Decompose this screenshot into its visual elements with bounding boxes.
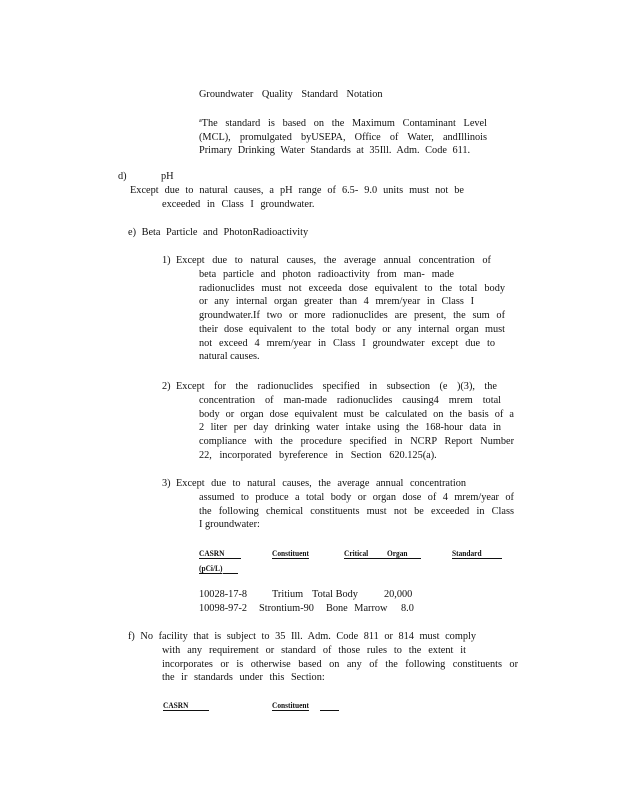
- col-header-standard: Standard: [452, 548, 482, 558]
- row-2-organ: Bone Marrow: [326, 603, 388, 614]
- item-1-line-1: Except due to natural causes, the average annual concentration of: [176, 255, 491, 266]
- item-3-line-4: I groundwater:: [199, 519, 260, 531]
- section-f-casrn-rule: [186, 710, 209, 711]
- section-f-col-casrn: CASRN: [163, 700, 189, 710]
- section-f-line-4: the ir standards under this Section:: [162, 672, 325, 684]
- item-3-line-3: the following chemical constituents must not be exceeded in Class: [199, 505, 514, 517]
- section-f-text: [162, 644, 518, 685]
- item-2-line-4: 2 liter per day drinking water intake using the 168-hour data in: [199, 422, 501, 434]
- row-2-standard: 8.0: [401, 603, 414, 614]
- notation-note-line-3: Primary Drinking Water Standards at 35Ill. Adm. Code 611.: [199, 145, 471, 157]
- section-f-line-1: f) No facility that is subject to 35 Ill. Adm. Code 811 or 814 must comply: [128, 631, 476, 642]
- item-1-text: [199, 268, 505, 364]
- notation-title: Groundwater Quality Standard Notation: [199, 89, 383, 100]
- col-header-casrn: CASRN: [199, 548, 225, 558]
- section-f-col-constituent: Constituent: [272, 700, 309, 710]
- row-1-standard: 20,000: [384, 589, 413, 600]
- notation-note-line-2: (MCL), promulgated byUSEPA, Office of Water, andIllinois: [199, 131, 487, 143]
- item-2-text: [199, 394, 514, 463]
- organ-rule: [403, 558, 421, 559]
- row-2-constituent: Strontium-90: [259, 603, 314, 614]
- item-1-line-6: their dose equivalent to the total body or any internal organ must: [199, 323, 505, 335]
- row-1-constituent: Tritium: [272, 589, 304, 600]
- section-f-first-line: [128, 630, 476, 644]
- item-1-line-3: radionuclides must not exceeda dose equivalent to the total body: [199, 282, 505, 294]
- row-1-casrn: 10028-17-8: [199, 589, 248, 600]
- section-e-heading: e) Beta Particle and PhotonRadioactivity: [128, 227, 309, 238]
- section-d-line-1: Except due to natural causes, a pH range of 6.5- 9.0 units must not be: [130, 185, 464, 196]
- section-f-line-3: incorporates or is otherwise based on any of the following constituents or: [162, 658, 518, 670]
- item-1-line-7: not exceed 4 mrem/year in Class I groundwater except due to: [199, 337, 495, 349]
- col-header-constituent: Constituent: [272, 548, 309, 558]
- casrn-rule: [223, 558, 241, 559]
- section-d-text: [130, 184, 464, 198]
- item-1-number: 1): [162, 255, 171, 266]
- unit-rule: [223, 573, 238, 574]
- section-f-constituent-rule: [320, 710, 339, 711]
- item-2-number: 2): [162, 381, 171, 392]
- item-2-line-2: concentration of man-made radionuclides causing4 mrem total: [199, 395, 501, 406]
- item-3-line-1: Except due to natural causes, the average annual concentration: [176, 478, 466, 489]
- item-3-first-line: [176, 477, 466, 491]
- col-header-critical: Critical: [344, 548, 369, 558]
- notation-note-line-1: $^a$The standard is based on the Maximum Contaminant Level: [199, 118, 487, 129]
- item-1-first-line: [176, 254, 491, 268]
- item-1-line-5: groundwater.If two or more radionuclides are present, the sum of: [199, 310, 505, 322]
- item-2-line-5: compliance with the procedure specified in NCRP Report Number: [199, 436, 514, 448]
- notation-note: [199, 115, 487, 158]
- standard-rule: [480, 558, 502, 559]
- item-3-number: 3): [162, 478, 171, 489]
- section-d-title: pH: [161, 171, 174, 182]
- item-2-line-3: body or organ dose equivalent must be calculated on the basis of a: [199, 408, 514, 420]
- item-3-line-2: assumed to produce a total body or organ dose of 4 mrem/year of: [199, 492, 514, 503]
- item-3-text: [199, 491, 514, 532]
- section-d-letter: d): [118, 171, 127, 182]
- col-header-unit: (pCi/L): [199, 563, 223, 573]
- item-2-first-line: [176, 380, 497, 394]
- footnote-mark: a: [199, 118, 202, 124]
- row-2-casrn: 10098-97-2: [199, 603, 248, 614]
- item-2-line-6: 22, incorporated byreference in Section 620.125(a).: [199, 449, 437, 461]
- section-d-line-2: exceeded in Class I groundwater.: [162, 199, 315, 210]
- item-1-line-4: or any internal organ greater than 4 mrem/year in Class I: [199, 296, 474, 308]
- item-1-line-2: beta particle and photon radioactivity from man- made: [199, 269, 454, 280]
- item-2-line-1: Except for the radionuclides specified in subsection (e )(3), the: [176, 381, 497, 392]
- section-f-line-2: with any requirement or standard of those rules to the extent it: [162, 645, 466, 656]
- row-1-organ: Total Body: [312, 589, 358, 600]
- item-1-line-8: natural causes.: [199, 351, 260, 363]
- critical-rule: [367, 558, 387, 559]
- col-header-organ: Organ: [387, 548, 408, 558]
